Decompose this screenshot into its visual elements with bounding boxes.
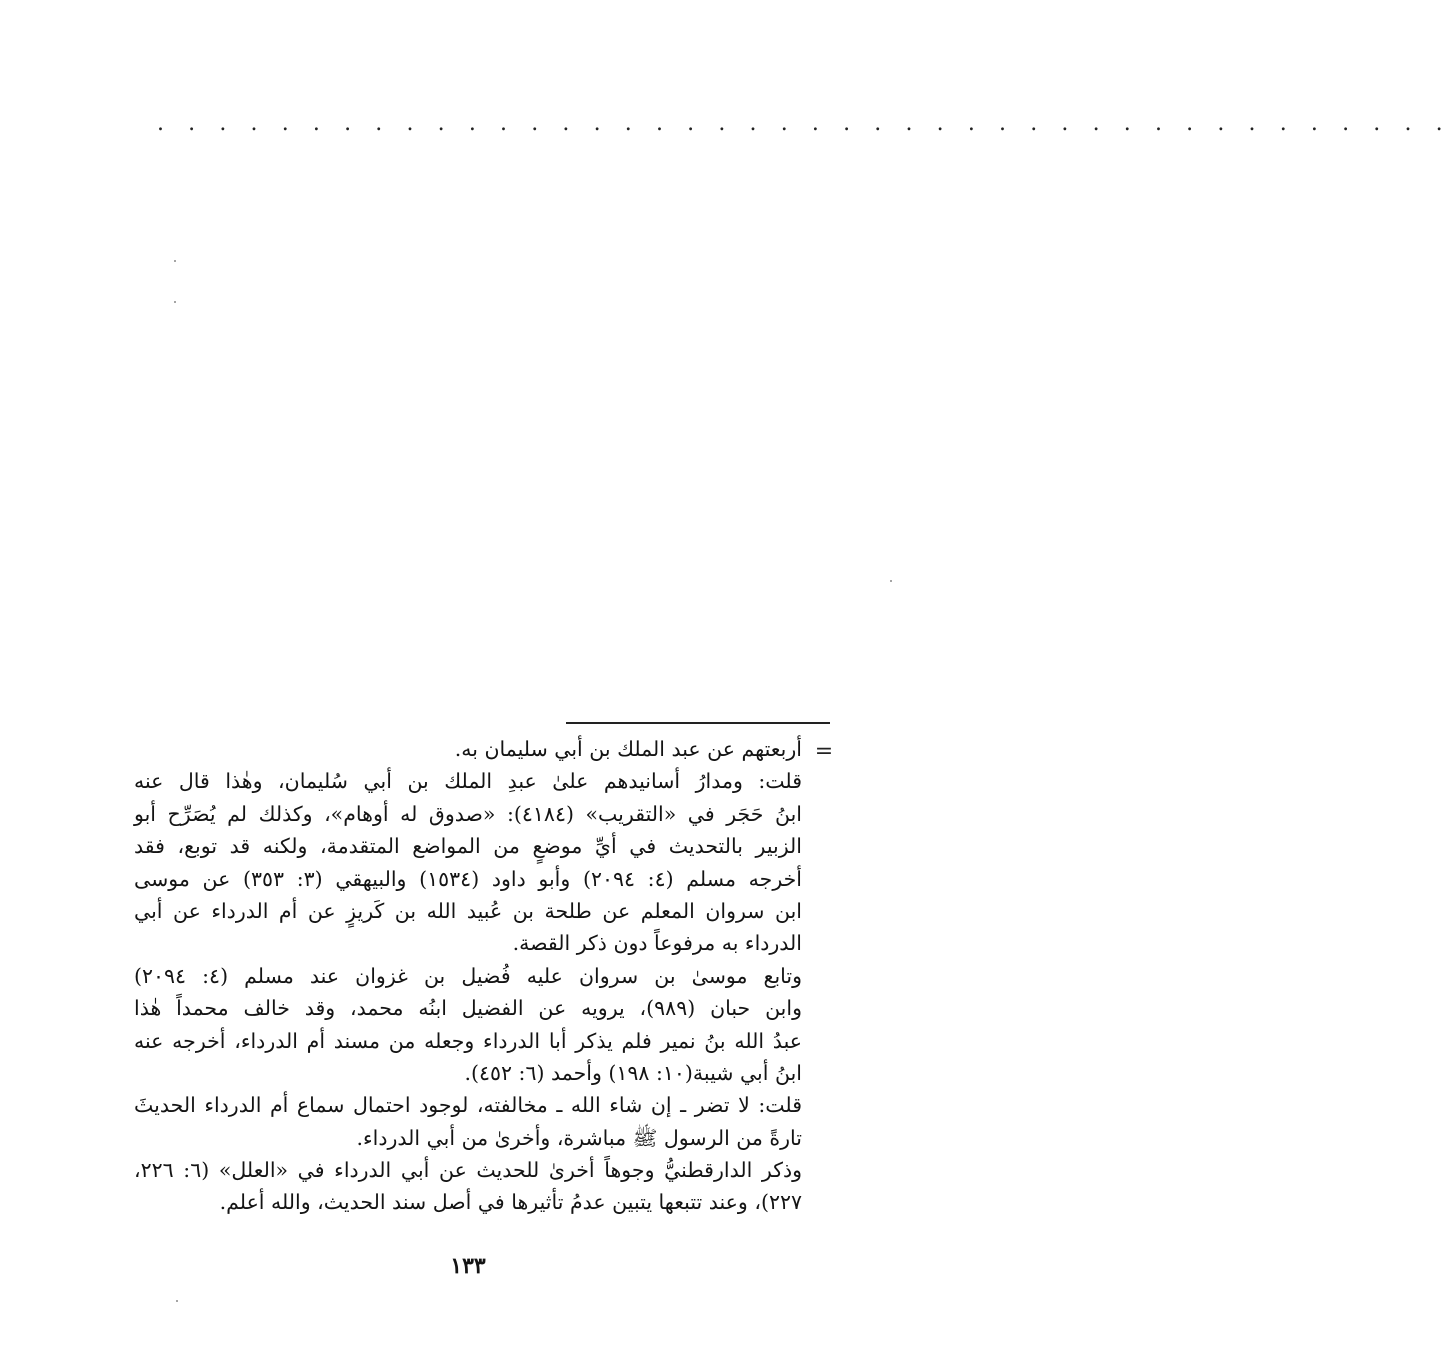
scan-speck bbox=[174, 301, 176, 303]
footnote-line: ٢٢٧)، وعند تتبعها يتبين عدمُ تأثيرها في أصل سند الحديث، والله أعلم. bbox=[219, 1190, 802, 1215]
footnote-line: أخرجه مسلم (٤: ٢٠٩٤) وأبو داود (١٥٣٤) والبيهقي (٣: ٣٥٣) عن موسى bbox=[134, 866, 802, 891]
scan-speck bbox=[176, 1300, 178, 1302]
footnote-line: وابن حبان (٩٨٩)، يرويه عن الفضيل ابنُه محمد، وقد خالف محمداً هٰذا bbox=[134, 996, 802, 1021]
footnote-text bbox=[134, 733, 802, 1219]
footnote-rule bbox=[566, 722, 830, 724]
scan-speck bbox=[890, 580, 892, 582]
footnote-line: تارةً من الرسول ﷺ مباشرة، وأخرىٰ من أبي الدرداء. bbox=[356, 1125, 802, 1150]
page-number: ١٣٣ bbox=[450, 1253, 486, 1279]
footnote-line: ابنُ أبي شيبة(١٠: ١٩٨) وأحمد (٦: ٤٥٢). bbox=[464, 1060, 802, 1085]
scan-speck bbox=[174, 260, 176, 262]
footnote-line: ابن سروان المعلم عن طلحة بن عُبيد الله بن كَريزٍ عن أم الدرداء عن أبي bbox=[134, 898, 802, 923]
footnote-line: الزبير بالتحديث في أيِّ موضعٍ من المواضع المتقدمة، ولكنه قد توبع، فقد bbox=[134, 834, 802, 859]
footnote-line: ابنُ حَجَر في «التقريب» (٤١٨٤): «صدوق له أوهام»، وكذلك لم يُصَرِّح أبو bbox=[134, 801, 803, 826]
footnote-line: عبدُ الله بنُ نمير فلم يذكر أبا الدرداء وجعله من مسند أم الدرداء، أخرجه عنه bbox=[134, 1028, 802, 1053]
continuation-marker: = bbox=[814, 739, 834, 764]
footnote-line: قلت: ومدارُ أسانيدهم علىٰ عبدِ الملك بن أبي سُليمان، وهٰذا قال عنه bbox=[134, 769, 802, 794]
footnote-line: أربعتهم عن عبد الملك بن أبي سليمان به. bbox=[454, 737, 802, 761]
footnote-line: قلت: لا تضر ـ إن شاء الله ـ مخالفته، لوجود احتمال سماع أم الدرداء الحديثَ bbox=[134, 1093, 802, 1118]
footnote-line: وتابع موسىٰ بن سروان عليه فُضيل بن غزوان عند مسلم (٤: ٢٠٩٤) bbox=[134, 963, 802, 988]
dotted-separator: . . . . . . . . . . . . . . . . . . . . . . . . . . . . . . . . . . . . . . . . . . bbox=[157, 111, 1451, 136]
footnote-line: وذكر الدارقطنيُّ وجوهاً أخرىٰ للحديث عن أبي الدرداء في «العلل» (٦: ٢٢٦، bbox=[134, 1158, 802, 1183]
footnote-line: الدرداء به مرفوعاً دون ذكر القصة. bbox=[512, 931, 802, 956]
